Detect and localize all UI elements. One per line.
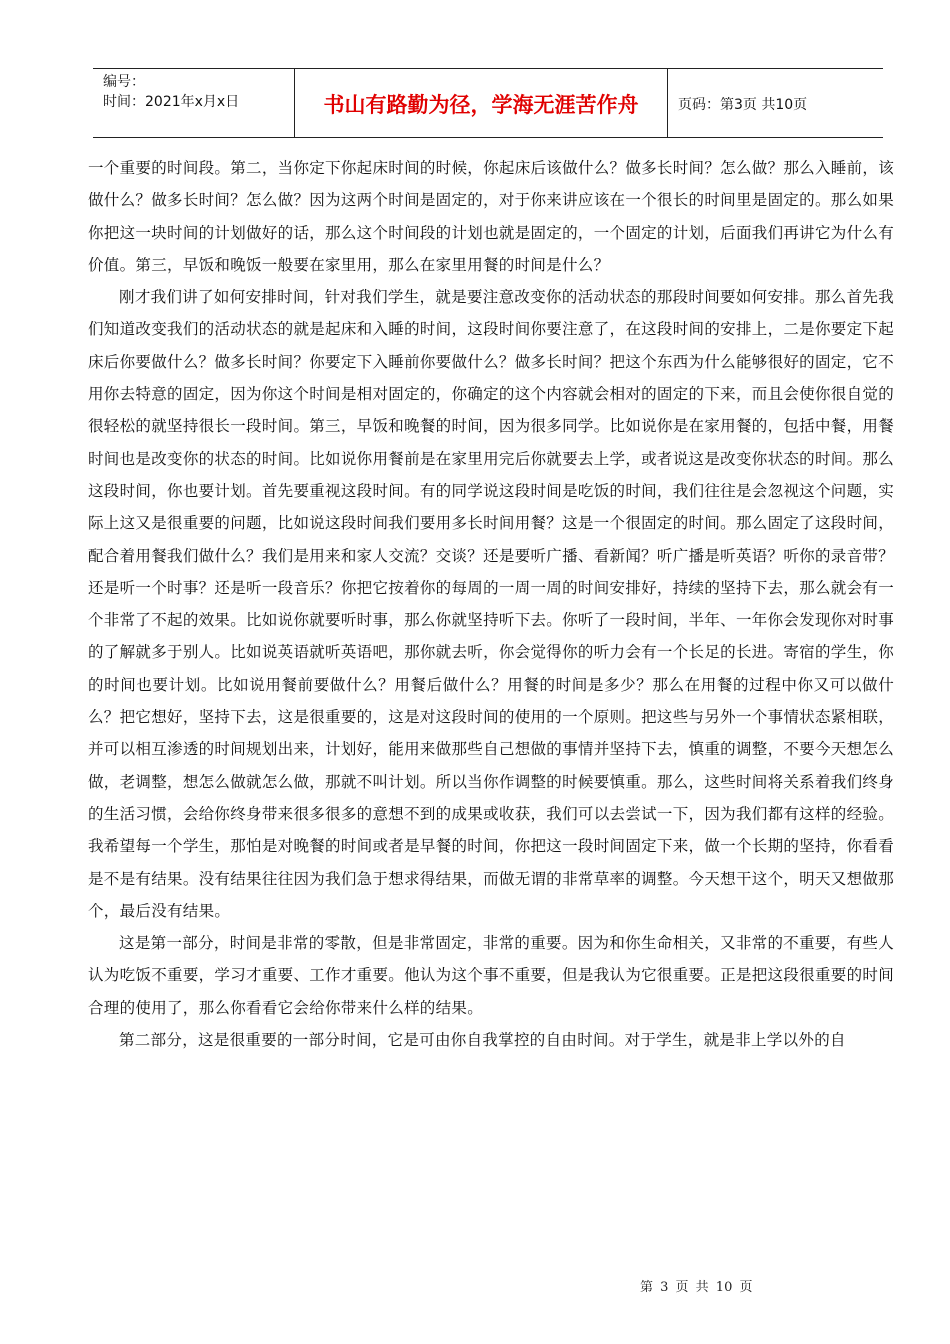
body-paragraph: 第二部分，这是很重要的一部分时间，它是可由你自我掌控的自由时间。对于学生，就是非上学以外的自 xyxy=(119,1031,846,1050)
document-body xyxy=(88,152,894,1056)
document-time-label: 时间：2021年x月x日 xyxy=(103,94,240,110)
document-number-label: 编号： xyxy=(103,74,145,90)
document-header xyxy=(93,68,883,138)
header-motto-cell xyxy=(295,69,668,137)
body-paragraph: 一个重要的时间段。第二，当你定下你起床时间的时候，你起床后该做什么？做多长时间？怎么做？那么入睡前，该做什么？做多长时间？怎么做？因为这两个时间是固定的，对于你来讲应该在一个很长的时间里是固定的。那么如果你把这一块时间的计划做好的话，那么这个时间段的计划也就是固定的，一个固定的计划，后面我们再讲它为什么有价值。第三，早饭和晚饭一般要在家里用，那么在家里用餐的时间是什么？ xyxy=(88,159,894,274)
header-meta-cell xyxy=(93,69,295,137)
page-footer: 第 3 页 共 10 页 xyxy=(640,1280,753,1295)
motto-text: 书山有路勤为径，学海无涯苦作舟 xyxy=(323,93,639,117)
header-page-cell xyxy=(668,69,883,137)
body-paragraph: 刚才我们讲了如何安排时间，针对我们学生，就是要注意改变你的活动状态的那段时间要如何安排。那么首先我们知道改变我们的活动状态的就是起床和入睡的时间，这段时间你要注意了，在这段时间的安排上，二是你要定下起床后你要做什么？做多长时间？你要定下入睡前你要做什么？做多长时间？把这个东西为什么能够很好的固定，它不用你去特意的固定，因为你这个时间是相对固定的，你确定的这个内容就会相对的固定的下来，而且会使你很自觉的很轻松的就坚持很长一段时间。第三，早饭和晚餐的时间，因为很多同学。比如说你是在家用餐的，包括中餐，用餐时间也是改变你的状态的时间。比如说你用餐前是在家里用完后你就要去上学，或者说这是改变你状态的时间。那么这段时间，你也要计划。首先要重视这段时间。有的同学说这段时间是吃饭的时间，我们往往是会忽视这个问题，实际上这又是很重要的问题，比如说这段时间我们要用多长时间用餐？这是一个很固定的时间。那么固定了这段时间，配合着用餐我们做什么？我们是用来和家人交流？交谈？还是要听广播、看新闻？听广播是听英语？听你的录音带？还是听一个时事？还是听一段音乐？你把它按着你的每周的一周一周的时间安排好，持续的坚持下去，那么就会有一个非常了不起的效果。比如说你就要听时事，那么你就坚持听下去。你听了一段时间，半年、一年你会发现你对时事的了解就多于别人。比如说英语就听英语吧，那你就去听，你会觉得你的听力会有一个长足的长进。寄宿的学生，你的时间也要计划。比如说用餐前要做什么？用餐后做什么？用餐的时间是多少？那么在用餐的过程中你又可以做什么？把它想好，坚持下去，这是很重要的，这是对这段时间的使用的一个原则。把这些与另外一个事情状态紧相联，并可以相互渗透的时间规划出来，计划好，能用来做那些自己想做的事情并坚持下去，慎重的调整，不要今天想怎么做，老调整，想怎么做就怎么做，那就不叫计划。所以当你作调整的时候要慎重。那么，这些时间将关系着我们终身的生活习惯，会给你终身带来很多很多的意想不到的成果或收获，我们可以去尝试一下，因为我们都有这样的经验。我希望每一个学生，那怕是对晚餐的时间或者是早餐的时间，你把这一段时间固定下来，做一个长期的坚持，你看看是不是有结果。没有结果往往因为我们急于想求得结果，而做无谓的非常草率的调整。今天想干这个，明天又想做那个，最后没有结果。 xyxy=(88,288,894,920)
header-page-number: 页码：第3页 共10页 xyxy=(678,97,808,113)
body-paragraph: 这是第一部分，时间是非常的零散，但是非常固定，非常的重要。因为和你生命相关，又非常的不重要，有些人认为吃饭不重要，学习才重要、工作才重要。他认为这个事不重要，但是我认为它很重要。正是把这段很重要的时间合理的使用了，那么你看看它会给你带来什么样的结果。 xyxy=(88,934,894,1017)
